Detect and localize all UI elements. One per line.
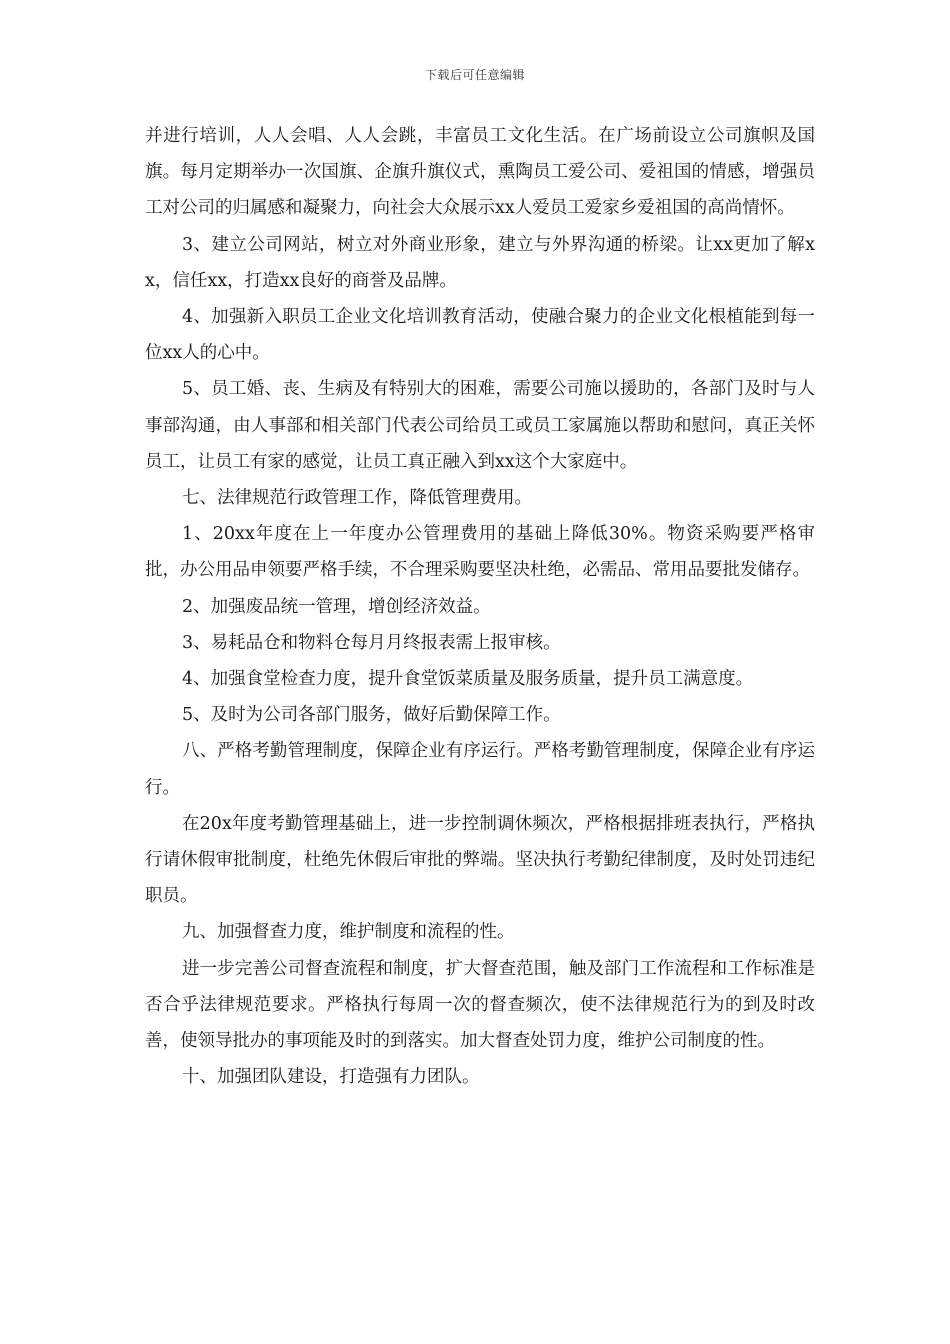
section-heading: 十、加强团队建设，打造强有力团队。 [182, 1067, 480, 1088]
section-heading: 九、加强督查力度，维护制度和流程的性。 [182, 922, 515, 943]
paragraph: 在20x年度考勤管理基础上，进一步控制调休频次，严格根据排班表执行，严格执行请休假审批制度，杜绝先休假后审批的弊端。坚决执行考勤纪律制度，及时处罚违纪职员。 [145, 813, 815, 907]
paragraph: 2、加强废品统一管理，增创经济效益。 [182, 596, 491, 617]
paragraph: 3、建立公司网站，树立对外商业形象，建立与外界沟通的桥梁。让xx更加了解xx，信任xx，打造xx良好的商誉及品牌。 [145, 234, 815, 291]
paragraph: 3、易耗品仓和物料仓每月月终报表需上报审核。 [182, 632, 561, 653]
paragraph: 进一步完善公司督查流程和制度，扩大督查范围，触及部门工作流程和工作标准是否合乎法律规范要求。严格执行每周一次的督查频次，使不法律规范行为的到及时改善，使领导批办的事项能及时的到落实。加大督查处罚力度，维护公司制度的性。 [145, 958, 815, 1052]
section-heading: 八、严格考勤管理制度，保障企业有序运行。严格考勤管理制度，保障企业有序运行。 [145, 741, 815, 798]
paragraph: 4、加强食堂检查力度，提升食堂饭菜质量及服务质量，提升员工满意度。 [182, 669, 754, 690]
paragraph: 5、及时为公司各部门服务，做好后勤保障工作。 [182, 705, 561, 726]
download-note: 下载后可任意编辑 [424, 68, 525, 82]
paragraph: 1、20xx年度在上一年度办公管理费用的基础上降低30%。物资采购要严格审批，办公用品申领要严格手续，不合理采购要坚决杜绝，必需品、常用品要批发储存。 [145, 524, 815, 581]
section-heading: 七、法律规范行政管理工作，降低管理费用。 [182, 488, 532, 509]
paragraph: 5、员工婚、丧、生病及有特别大的困难，需要公司施以援助的，各部门及时与人事部沟通，由人事部和相关部门代表公司给员工或员工家属施以帮助和慰问，真正关怀员工，让员工有家的感觉，让员工真正融入到xx这个大家庭中。 [145, 379, 815, 472]
paragraph: 4、加强新入职员工企业文化培训教育活动，使融合聚力的企业文化根植能到每一位xx人的心中。 [145, 307, 815, 364]
paragraph: 并进行培训，人人会唱、人人会跳，丰富员工文化生活。在广场前设立公司旗帜及国旗。每月定期举办一次国旗、企旗升旗仪式，熏陶员工爱公司、爱祖国的情感，增强员工对公司的归属感和凝聚力，向社会大众展示xx人爱员工爱家乡爱祖国的高尚情怀。 [145, 126, 815, 219]
document-body [145, 118, 815, 1095]
